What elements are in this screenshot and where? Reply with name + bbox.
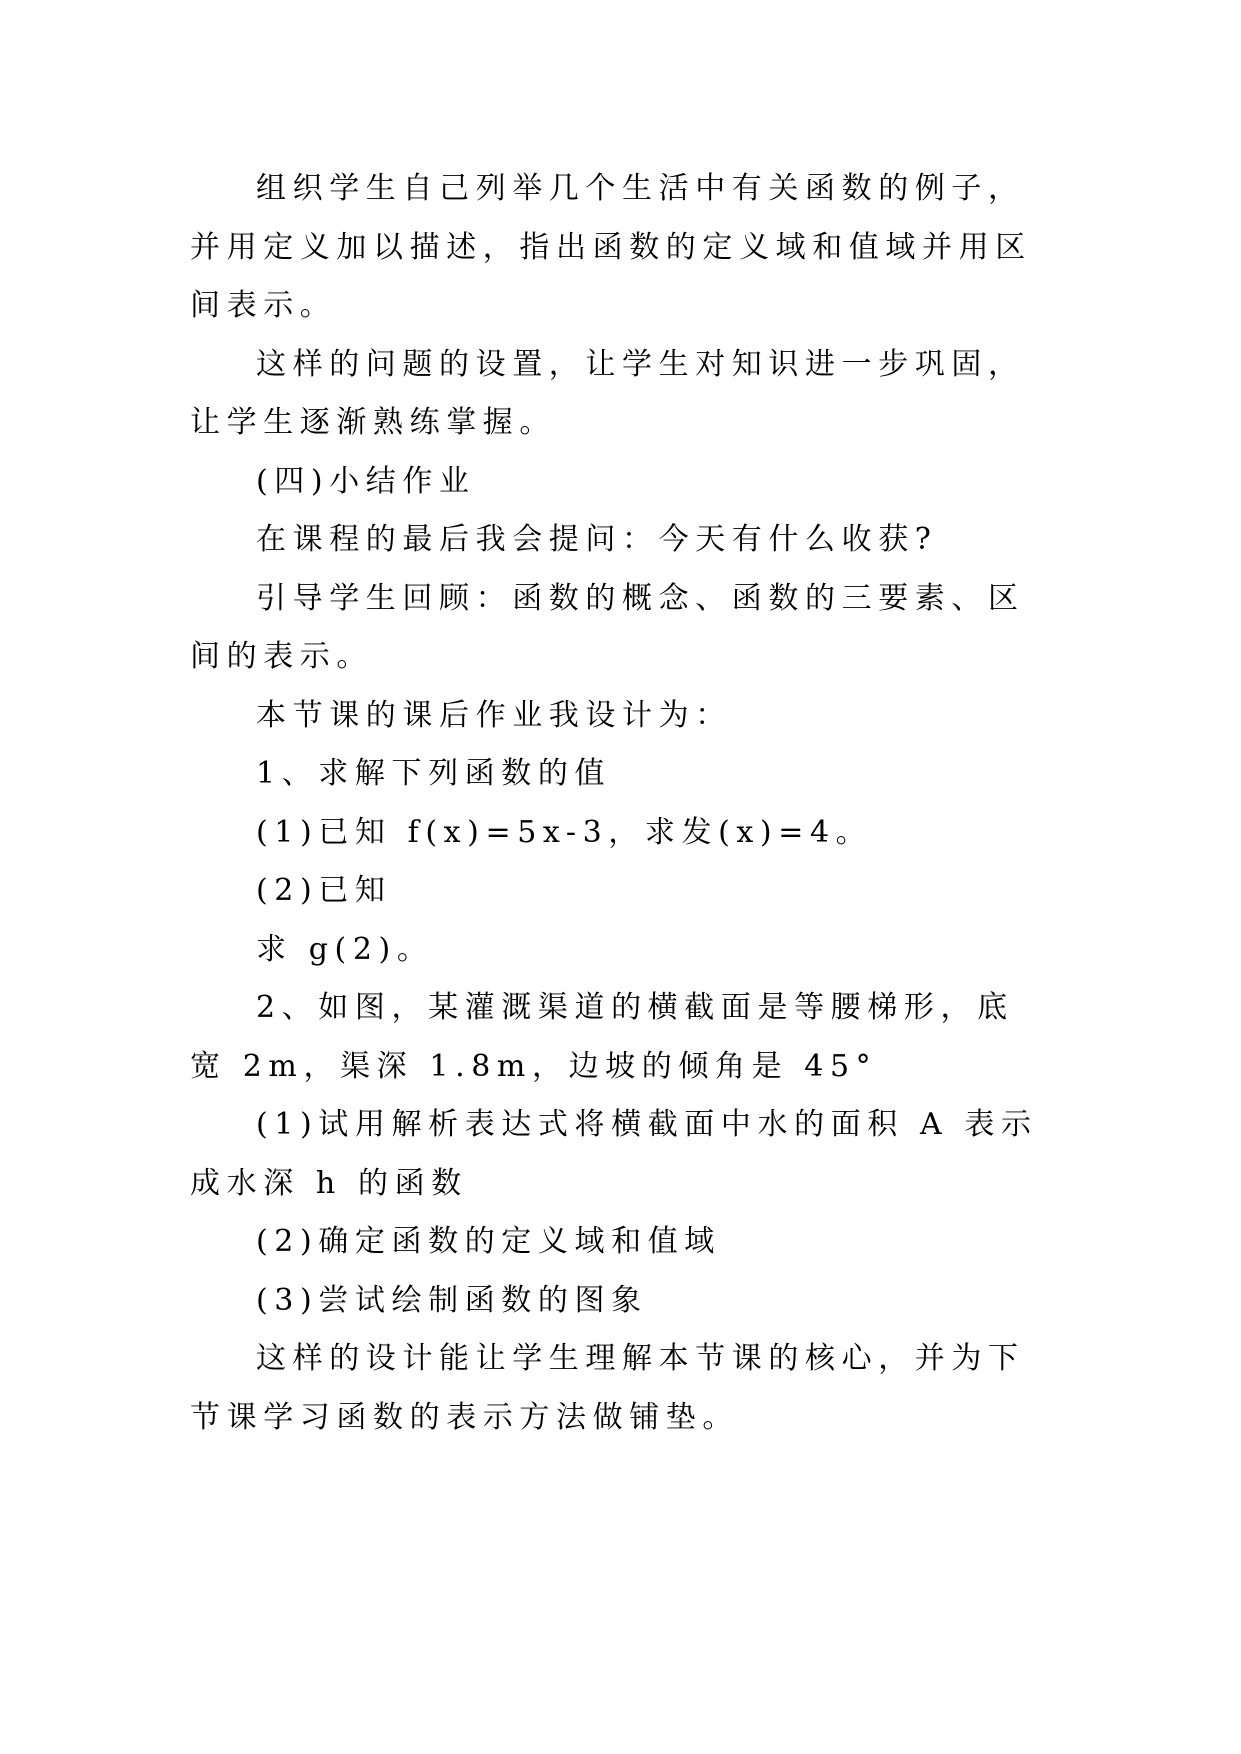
- exercise-item: (2)确定函数的定义域和值域: [256, 1224, 721, 1259]
- paragraph: 这样的问题的设置，让学生对知识进一步巩固，让学生逐渐熟练掌握。: [190, 346, 1025, 440]
- section-heading: (四)小结作业: [256, 463, 476, 499]
- exercise-item: (3)尝试绘制函数的图象: [256, 1282, 648, 1318]
- paragraph: 这样的设计能让学生理解本节课的核心，并为下节课学习函数的表示方法做铺垫。: [190, 1341, 1025, 1435]
- exercise-item: 1、求解下列函数的值: [256, 756, 612, 791]
- exercise-item: 求 g(2)。: [256, 931, 434, 967]
- paragraph: 组织学生自己列举几个生活中有关函数的例子，并用定义加以描述，指出函数的定义域和值域并用区间表示。: [190, 171, 1032, 323]
- exercise-item: 2、如图，某灌溉渠道的横截面是等腰梯形，底宽 2m，渠深 1.8m，边坡的倾角是 45°: [190, 990, 1014, 1084]
- exercise-item: (2)已知: [256, 873, 392, 908]
- paragraph: 在课程的最后我会提问：今天有什么收获?: [256, 522, 938, 557]
- exercise-item: (1)已知 f(x)=5x-3，求发(x)=4。: [256, 814, 873, 850]
- exercise-item: (1)试用解析表达式将横截面中水的面积 A 表示成水深 h 的函数: [190, 1107, 1038, 1201]
- paragraph: 引导学生回顾：函数的概念、函数的三要素、区间的表示。: [190, 580, 1025, 674]
- document-body: [190, 160, 1050, 1447]
- paragraph: 本节课的课后作业我设计为：: [256, 697, 732, 733]
